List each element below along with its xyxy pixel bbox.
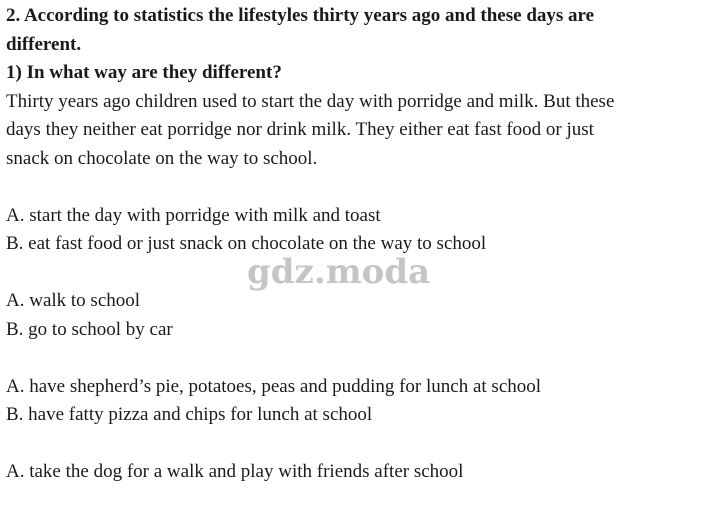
answer-line-3: snack on chocolate on the way to school. (6, 147, 318, 169)
pair-4-option-a: A. take the dog for a walk and play with friends after school (6, 461, 464, 482)
question-title-line-2: different. (6, 33, 82, 55)
answer-line-2: days they neither eat porridge nor drink milk. They either eat fast food or just (6, 119, 594, 140)
pair-1-option-b: B. eat fast food or just snack on chocolate on the way to school (6, 233, 487, 254)
pair-2-option-a: A. walk to school (6, 290, 141, 311)
pair-3-option-a: A. have shepherd’s pie, potatoes, peas and pudding for lunch at school (6, 375, 542, 397)
pair-2-option-b: B. go to school by car (6, 318, 173, 340)
spacer (6, 430, 704, 459)
watermark: gdz.moda (247, 252, 431, 292)
spacer (6, 259, 704, 288)
spacer (6, 344, 704, 373)
question-title-line-1: 2. According to statistics the lifestyles thirty years ago and these days are (6, 5, 595, 26)
subquestion: 1) In what way are they different? (6, 62, 282, 83)
document-page (6, 2, 704, 487)
pair-1-option-a: A. start the day with porridge with milk and toast (6, 204, 381, 226)
spacer (6, 173, 704, 202)
pair-3-option-b: B. have fatty pizza and chips for lunch at school (6, 404, 373, 425)
answer-line-1: Thirty years ago children used to start the day with porridge and milk. But these (6, 90, 615, 112)
